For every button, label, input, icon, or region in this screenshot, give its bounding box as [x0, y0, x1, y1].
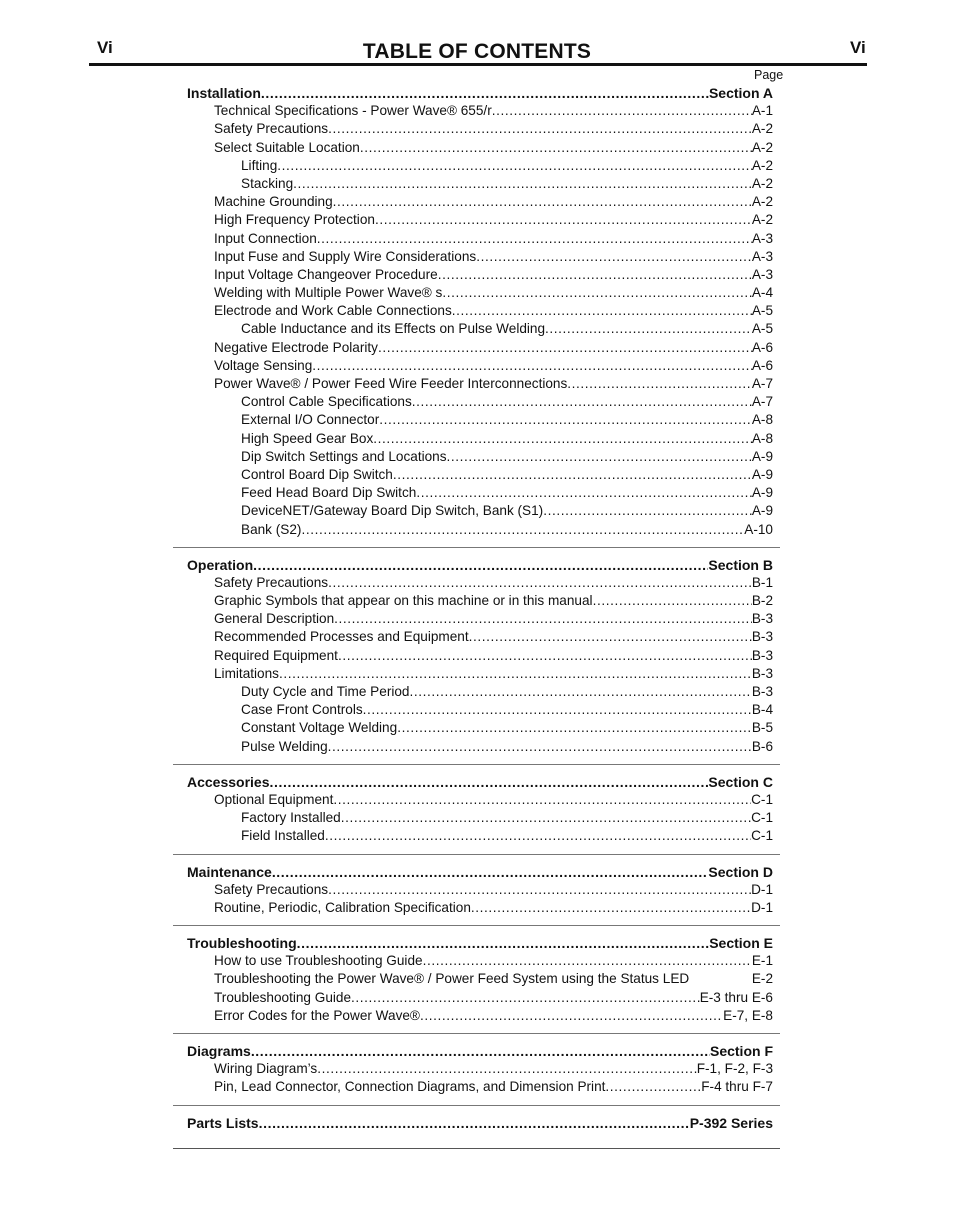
entry-page: P-392 Series — [689, 1114, 773, 1131]
dot-leader — [301, 521, 744, 539]
dot-leader — [328, 120, 752, 138]
section-heading[interactable] — [187, 1114, 773, 1132]
dot-leader — [543, 502, 752, 520]
entry-title: DeviceNET/Gateway Board Dip Switch, Bank (S1) — [241, 503, 544, 519]
entry-page: B-5 — [751, 720, 773, 736]
section-divider — [173, 764, 780, 765]
entry-title: Installation — [187, 85, 261, 101]
entry-page: A-9 — [751, 485, 773, 501]
entry-title: General Description — [214, 611, 335, 627]
entry-title: Control Cable Specifications — [241, 394, 412, 410]
toc-entry[interactable] — [187, 521, 773, 539]
entry-title: Maintenance — [187, 863, 272, 880]
page-title: TABLE OF CONTENTS — [362, 40, 592, 63]
dot-leader — [469, 628, 752, 646]
entry-page: A-7 — [751, 394, 773, 410]
entry-page: E-7, E-8 — [723, 1007, 773, 1023]
entry-title: Select Suitable Location — [214, 139, 360, 155]
entry-title: Lifting — [241, 157, 278, 173]
dot-leader — [259, 1114, 690, 1132]
entry-page: A-3 — [751, 248, 773, 264]
toc-entry[interactable] — [187, 393, 773, 411]
dot-leader — [423, 952, 752, 970]
entry-title: Graphic Symbols that appear on this machine or in this manual — [214, 593, 593, 609]
entry-page: A-2 — [751, 139, 773, 155]
entry-page: A-2 — [751, 157, 773, 173]
entry-page: A-9 — [751, 448, 773, 464]
toc-entry[interactable] — [187, 339, 773, 357]
header-rule — [89, 63, 867, 66]
entry-title: Machine Grounding — [214, 194, 333, 210]
dot-leader — [272, 863, 709, 881]
entry-title: Case Front Controls — [241, 702, 363, 718]
dot-leader — [363, 701, 752, 719]
entry-page: A-9 — [751, 466, 773, 482]
toc-entry[interactable] — [187, 1078, 773, 1096]
entry-title: Cable Inductance and its Effects on Pulse Welding — [241, 321, 546, 337]
toc-entry[interactable] — [187, 139, 773, 157]
dot-leader — [312, 357, 752, 375]
entry-page: Section C — [708, 773, 773, 790]
entry-page: F-4 thru F-7 — [701, 1079, 773, 1095]
entry-page: A-4 — [751, 285, 773, 301]
toc-entry[interactable] — [187, 157, 773, 175]
entry-page: A-9 — [751, 503, 773, 519]
dot-leader — [328, 574, 752, 592]
dot-leader — [277, 157, 752, 175]
entry-page: B-3 — [751, 665, 773, 681]
entry-title: Electrode and Work Cable Connections — [214, 303, 452, 319]
entry-page: B-3 — [751, 611, 773, 627]
dot-leader — [333, 193, 752, 211]
entry-page: E-2 — [751, 971, 773, 987]
entry-title: Dip Switch Settings and Locations — [241, 448, 447, 464]
dot-leader — [328, 738, 752, 756]
toc-entry[interactable] — [187, 881, 773, 899]
entry-title: Safety Precautions — [214, 574, 329, 590]
dot-leader — [373, 430, 752, 448]
dot-leader — [442, 284, 751, 302]
toc-entry[interactable] — [187, 791, 773, 809]
entry-title: Control Board Dip Switch — [241, 466, 393, 482]
toc-entry[interactable] — [187, 448, 773, 466]
toc-entry[interactable] — [187, 320, 773, 338]
entry-page: Section B — [708, 556, 773, 573]
dot-leader — [317, 230, 752, 248]
section-heading[interactable] — [187, 863, 773, 881]
dot-leader — [567, 375, 752, 393]
dot-leader — [334, 610, 752, 628]
entry-page: A-7 — [751, 376, 773, 391]
entry-page: A-10 — [744, 521, 773, 537]
entry-title: Voltage Sensing — [214, 357, 313, 373]
entry-page: D-1 — [751, 881, 773, 897]
entry-title: Troubleshooting — [187, 935, 297, 952]
entry-page: B-2 — [751, 593, 773, 609]
toc-entry[interactable] — [187, 484, 773, 502]
dot-leader — [338, 647, 752, 665]
toc-entry[interactable] — [187, 302, 773, 320]
section-divider — [173, 1033, 780, 1034]
entry-page: C-1 — [751, 791, 773, 807]
toc-entry[interactable] — [187, 120, 773, 138]
dot-leader — [279, 665, 752, 683]
entry-title: Negative Electrode Polarity — [214, 339, 378, 355]
entry-page: Section A — [708, 85, 773, 101]
dot-leader — [471, 899, 751, 917]
section-heading[interactable] — [187, 773, 773, 791]
entry-title: Operation — [187, 556, 254, 573]
toc-entry[interactable] — [187, 230, 773, 248]
dot-leader — [605, 1078, 701, 1096]
dot-leader — [293, 175, 752, 193]
section-heading[interactable] — [187, 556, 773, 574]
entry-page: A-2 — [751, 194, 773, 210]
entry-page: Section D — [708, 863, 773, 880]
dot-leader — [297, 934, 710, 952]
dot-leader — [333, 791, 751, 809]
dot-leader — [251, 1042, 710, 1060]
toc-entry[interactable] — [187, 284, 773, 302]
dot-leader — [261, 84, 709, 102]
toc-entry[interactable] — [187, 466, 773, 484]
dot-leader — [253, 556, 708, 574]
entry-title: Input Connection — [214, 230, 317, 246]
entry-title: High Speed Gear Box — [241, 430, 374, 446]
dot-leader — [420, 1007, 723, 1025]
entry-title: Stacking — [241, 175, 294, 191]
entry-page: C-1 — [751, 810, 773, 826]
toc-entry[interactable] — [187, 1007, 773, 1025]
entry-page: A-8 — [751, 430, 773, 446]
entry-page: A-5 — [751, 303, 773, 319]
entry-page: A-1 — [751, 103, 773, 119]
dot-leader — [360, 139, 752, 157]
section-divider — [173, 854, 780, 855]
toc-entry[interactable] — [187, 683, 773, 701]
entry-page: Section E — [709, 935, 773, 952]
toc-entry[interactable] — [187, 628, 773, 646]
entry-page: B-4 — [751, 702, 773, 718]
toc-entry[interactable] — [187, 502, 773, 520]
toc-entry[interactable] — [187, 430, 773, 448]
entry-page: B-3 — [751, 647, 773, 663]
dot-leader — [438, 266, 752, 284]
entry-title: Bank (S2) — [241, 521, 302, 537]
entry-title: Pulse Welding — [241, 738, 328, 754]
entry-title: Required Equipment — [214, 647, 338, 663]
toc-entry[interactable] — [187, 248, 773, 266]
toc-entry[interactable] — [187, 266, 773, 284]
toc-entry[interactable] — [187, 175, 773, 193]
entry-title: Safety Precautions — [214, 881, 329, 897]
toc-entry[interactable] — [187, 211, 773, 229]
entry-title: High Frequency Protection — [214, 212, 375, 228]
dot-leader — [397, 719, 752, 737]
dot-leader — [476, 248, 752, 266]
page-number-left: Vi — [97, 38, 113, 57]
entry-title: Input Fuse and Supply Wire Considerations — [214, 248, 477, 264]
toc-entry[interactable] — [187, 592, 773, 610]
entry-title: External I/O Connector — [241, 412, 380, 428]
entry-title: Field Installed — [241, 828, 325, 844]
entry-page: A-5 — [751, 321, 773, 337]
dot-leader — [447, 448, 752, 466]
entry-title: Duty Cycle and Time Period — [241, 684, 410, 699]
entry-title: Wiring Diagram’s — [214, 1061, 318, 1077]
section-divider — [173, 547, 780, 548]
toc-entry[interactable] — [187, 719, 773, 737]
toc-entry[interactable] — [187, 701, 773, 719]
entry-title: Troubleshooting the Power Wave® / Power Feed System using the Status LED — [214, 971, 690, 987]
entry-title: Factory Installed — [241, 810, 341, 826]
dot-leader — [492, 102, 752, 120]
entry-page: A-2 — [751, 121, 773, 137]
entry-page: Section F — [709, 1043, 773, 1059]
dot-leader — [325, 827, 751, 845]
entry-title: Troubleshooting Guide — [214, 989, 352, 1005]
entry-title: Diagrams — [187, 1043, 251, 1059]
toc-entry[interactable] — [187, 647, 773, 665]
toc-entry[interactable] — [187, 357, 773, 375]
entry-title: How to use Troubleshooting Guide — [214, 953, 423, 969]
dot-leader — [341, 809, 751, 827]
entry-page: A-2 — [751, 175, 773, 191]
dot-leader — [416, 484, 752, 502]
entry-page: C-1 — [751, 828, 773, 844]
page-column-label: Page — [754, 68, 784, 82]
entry-title: Optional Equipment — [214, 791, 334, 807]
entry-title: Safety Precautions — [214, 121, 329, 137]
toc-entry[interactable] — [187, 610, 773, 628]
entry-page: B-3 — [751, 684, 773, 699]
entry-page: A-2 — [751, 212, 773, 228]
dot-leader — [379, 411, 752, 429]
dot-leader — [593, 592, 752, 610]
dot-leader — [378, 339, 752, 357]
entry-title: Recommended Processes and Equipment — [214, 629, 469, 645]
entry-page: A-3 — [751, 230, 773, 246]
entry-page: D-1 — [751, 899, 773, 915]
dot-leader — [375, 211, 752, 229]
section-divider — [173, 1148, 780, 1149]
dot-leader — [351, 989, 700, 1007]
toc-entry[interactable] — [187, 1060, 773, 1078]
dot-leader — [409, 683, 751, 701]
entry-page: B-6 — [751, 738, 773, 754]
section-heading[interactable] — [187, 934, 773, 952]
entry-page: E-1 — [751, 953, 773, 969]
entry-page: A-3 — [751, 266, 773, 282]
entry-page: A-6 — [751, 339, 773, 355]
entry-title: Routine, Periodic, Calibration Specification — [214, 899, 471, 915]
entry-title: Constant Voltage Welding — [241, 720, 398, 736]
entry-title: Pin, Lead Connector, Connection Diagrams, and Dimension Print — [214, 1079, 606, 1095]
entry-title: Technical Specifications - Power Wave® 655/r — [214, 103, 492, 119]
entry-page: E-3 thru E-6 — [699, 989, 773, 1005]
dot-leader — [317, 1060, 696, 1078]
section-heading[interactable] — [187, 1042, 773, 1060]
dot-leader — [412, 393, 752, 411]
toc-entry[interactable] — [187, 102, 773, 120]
entry-page: A-8 — [751, 412, 773, 428]
toc-entry[interactable] — [187, 738, 773, 756]
toc-entry[interactable] — [187, 899, 773, 917]
page-number-right: Vi — [850, 38, 866, 57]
toc-entry[interactable] — [187, 952, 773, 970]
dot-leader — [270, 773, 709, 791]
dot-leader — [545, 320, 752, 338]
dot-leader — [393, 466, 752, 484]
dot-leader — [452, 302, 752, 320]
entry-title: Error Codes for the Power Wave® — [214, 1007, 420, 1023]
toc-entry[interactable] — [187, 809, 773, 827]
section-divider — [173, 925, 780, 926]
dot-leader — [328, 881, 751, 899]
entry-page: F-1, F-2, F-3 — [696, 1061, 773, 1077]
section-divider — [173, 1105, 780, 1106]
entry-title: Accessories — [187, 773, 270, 790]
toc-entry[interactable] — [187, 375, 773, 393]
entry-title: Power Wave® / Power Feed Wire Feeder Interconnections — [214, 376, 568, 391]
toc-entry[interactable] — [187, 193, 773, 211]
toc-entry[interactable] — [187, 574, 773, 592]
toc-entry[interactable] — [187, 970, 773, 988]
table-of-contents — [187, 84, 773, 1149]
entry-title: Feed Head Board Dip Switch — [241, 485, 417, 501]
entry-title: Limitations — [214, 665, 279, 681]
toc-entry[interactable] — [187, 665, 773, 683]
toc-entry[interactable] — [187, 989, 773, 1007]
entry-page: B-1 — [751, 574, 773, 590]
entry-title: Welding with Multiple Power Wave® s — [214, 285, 443, 301]
entry-page: A-6 — [751, 357, 773, 373]
section-heading[interactable] — [187, 84, 773, 102]
entry-title: Input Voltage Changeover Procedure — [214, 266, 438, 282]
entry-title: Parts Lists — [187, 1114, 259, 1131]
toc-entry[interactable] — [187, 411, 773, 429]
toc-entry[interactable] — [187, 827, 773, 845]
entry-page: B-3 — [751, 629, 773, 645]
